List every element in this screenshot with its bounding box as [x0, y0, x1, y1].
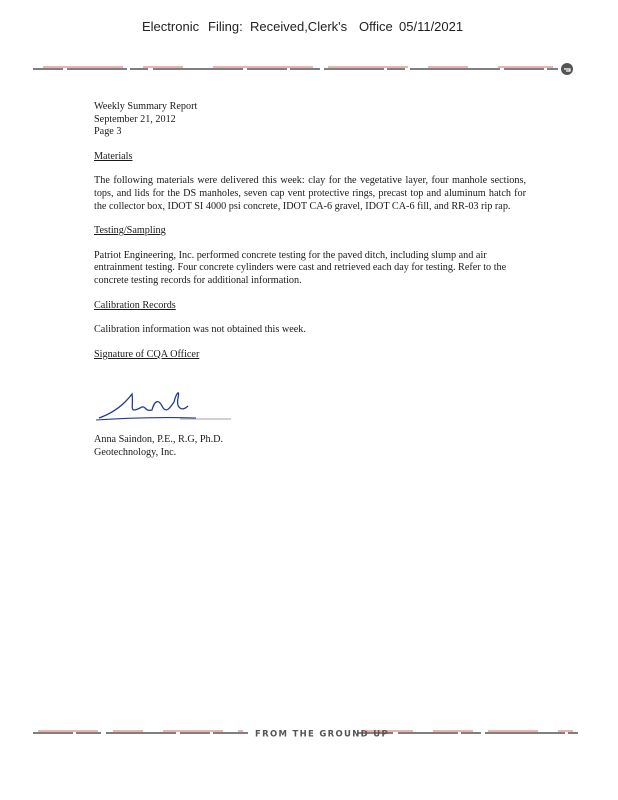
- signer-block: [94, 434, 223, 459]
- materials-heading: Materials: [94, 150, 133, 162]
- filing-received: Received,Clerk's: [250, 19, 348, 34]
- footer-tagline: FROM THE GROUND UP: [255, 729, 389, 740]
- testing-heading: Testing/Sampling: [94, 225, 166, 237]
- testing-text: Patriot Engineering, Inc. performed concrete testing for the paved ditch, including slump and air entrainment testing. Four concrete cylinders were cast and retrieved each day for testing. Refer to the concrete testing records for additional information.: [94, 249, 507, 286]
- filing-date: 05/11/2021: [399, 19, 464, 34]
- report-body: [94, 101, 526, 361]
- report-title: Weekly Summary Report: [94, 101, 198, 112]
- calibration-heading: Calibration Records: [94, 299, 176, 311]
- letterhead-footer: [33, 722, 578, 744]
- materials-text: The following materials were delivered this week: clay for the vegetative layer, four manhole sections, tops, and lids for the DS manholes, seven cap vent protective rings, precast top and aluminum hatch for the collector box, IDOT SI 4000 psi concrete, IDOT CA-6 gravel, IDOT CA-6 fill, and RR-03 rip rap.: [94, 175, 526, 212]
- filing-label: Filing:: [208, 19, 243, 34]
- letterhead-top-rule: [33, 60, 573, 78]
- filing-office: Office: [359, 19, 393, 34]
- filing-electronic: Electronic: [142, 19, 200, 34]
- signature-heading: Signature of CQA Officer: [94, 348, 200, 360]
- report-page: Page 3: [94, 126, 122, 138]
- signer-company: Geotechnology, Inc.: [94, 446, 177, 458]
- signer-name: Anna Saindon, P.E., R.G, Ph.D.: [94, 434, 224, 445]
- report-date: September 21, 2012: [94, 113, 176, 125]
- handwritten-signature: [96, 384, 246, 424]
- calibration-text: Calibration information was not obtained this week.: [94, 324, 306, 336]
